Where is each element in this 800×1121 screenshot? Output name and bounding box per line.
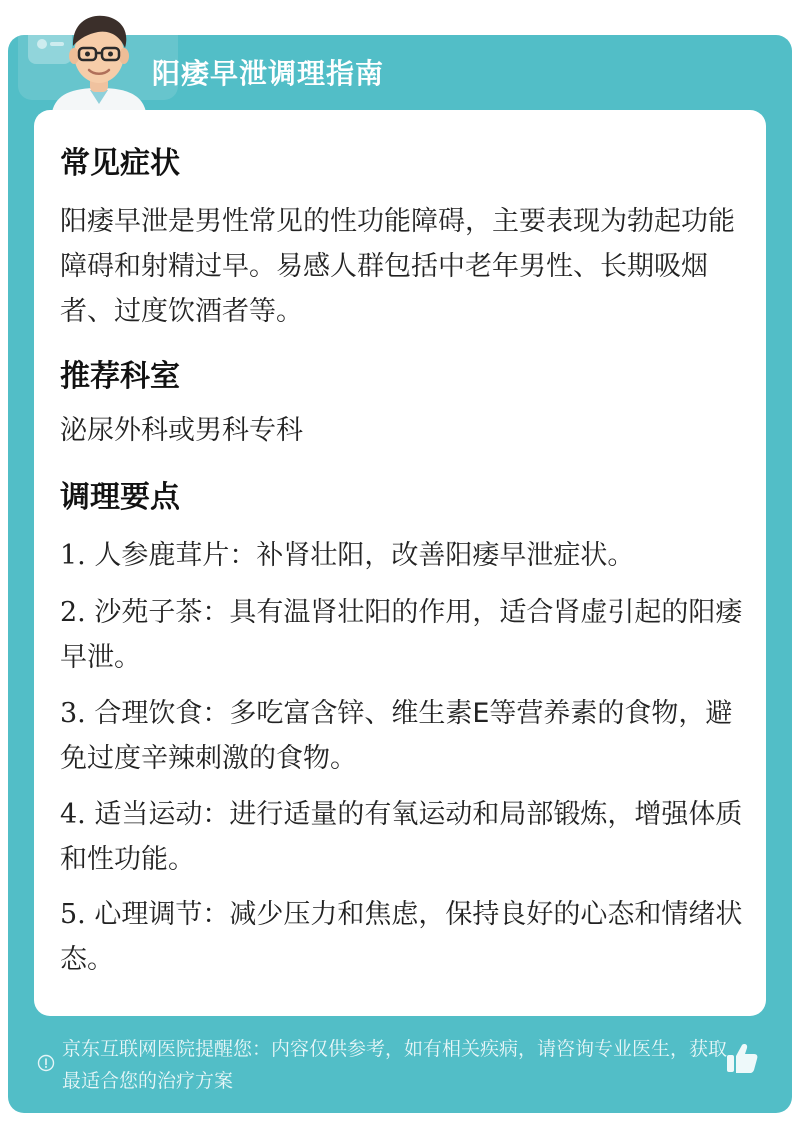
tip-number: 1. xyxy=(60,540,86,571)
tip-item xyxy=(60,590,750,680)
tip-text: 沙苑子茶：具有温肾壮阳的作用，适合肾虚引起的阳痿早泄。 xyxy=(60,597,743,673)
doctor-avatar xyxy=(46,8,152,112)
footer-notice: 京东互联网医院提醒您：内容仅供参考，如有相关疾病，请咨询专业医生，获取最适合您的治疗方案 xyxy=(62,1038,728,1092)
page-title: 阳痿早泄调理指南 xyxy=(152,57,385,90)
tip-item xyxy=(60,691,750,781)
tip-text: 心理调节：减少压力和焦虑，保持良好的心态和情绪状态。 xyxy=(60,899,743,975)
tip-number: 4. xyxy=(60,799,86,830)
tip-item xyxy=(60,533,750,578)
tip-item xyxy=(60,792,750,882)
section-heading-symptoms: 常见症状 xyxy=(60,146,180,181)
tip-text: 合理饮食：多吃富含锌、维生素E等营养素的食物，避免过度辛辣刺激的食物。 xyxy=(60,698,733,774)
tip-item xyxy=(60,892,750,982)
thumbs-up-icon[interactable] xyxy=(724,1040,760,1076)
department-text: 泌尿外科或男科专科 xyxy=(60,415,303,446)
section-heading-department: 推荐科室 xyxy=(60,359,180,394)
tip-text: 适当运动：进行适量的有氧运动和局部锻炼，增强体质和性功能。 xyxy=(60,799,743,875)
tip-number: 3. xyxy=(60,698,86,729)
info-circle-icon xyxy=(37,1054,55,1072)
tip-number: 2. xyxy=(60,597,86,628)
tip-number: 5. xyxy=(60,899,86,930)
symptoms-text: 阳痿早泄是男性常见的性功能障碍，主要表现为勃起功能障碍和射精过早。易感人群包括中老年男性、长期吸烟者、过度饮酒者等。 xyxy=(60,206,735,327)
section-heading-tips: 调理要点 xyxy=(60,480,180,515)
tip-text: 人参鹿茸片：补肾壮阳，改善阳痿早泄症状。 xyxy=(94,540,635,571)
content-card xyxy=(34,110,766,1016)
